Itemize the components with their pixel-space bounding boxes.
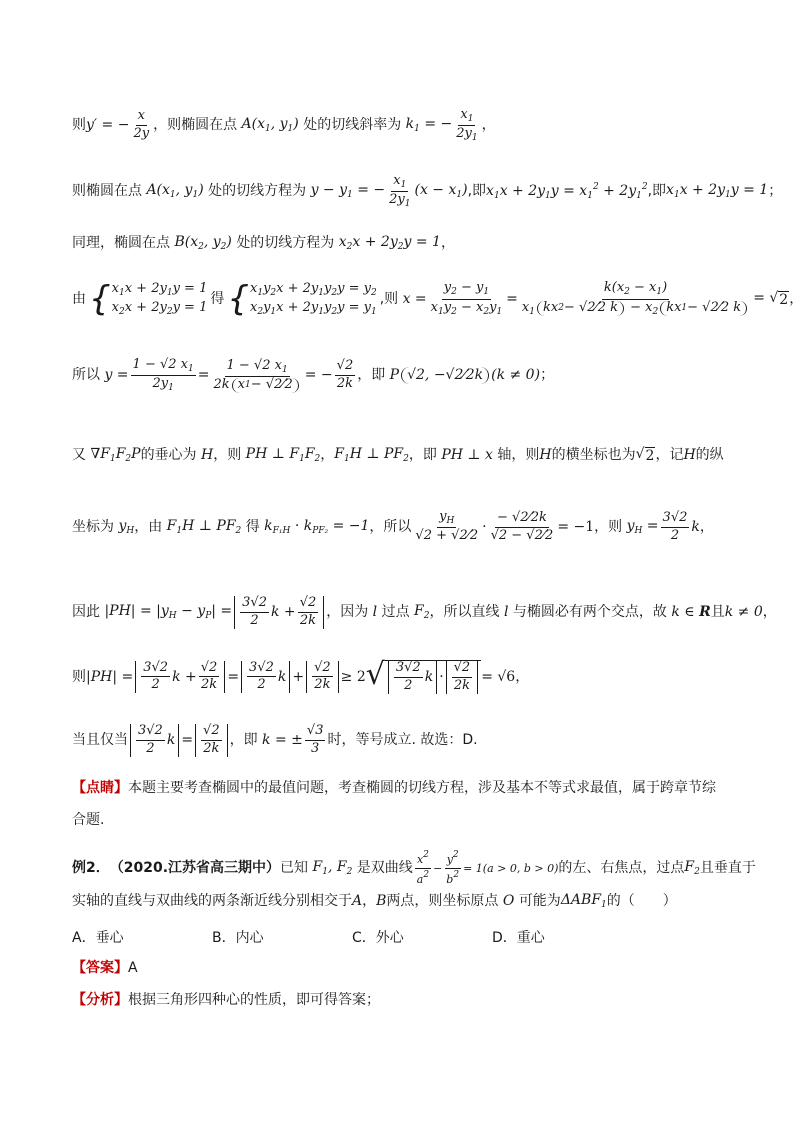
math: A — [352, 893, 363, 909]
fraction: $\frac{x_1}{2y_1}$ — [456, 107, 478, 144]
text: 由 — [72, 290, 86, 307]
math: $k_1$ = − — [401, 116, 453, 135]
line-4 — [72, 279, 803, 320]
line-8 — [72, 595, 777, 629]
text: 时，等号成立. 故选：D. — [327, 732, 478, 749]
absolute-value: $\frac{3√2}{2}$ k + $\frac{√2}{2k}$ — [135, 661, 225, 694]
math: $|PH| = |y_H - y_P|$ = — [100, 603, 233, 622]
text: 处的切线斜率为 — [303, 117, 402, 134]
line-7 — [72, 510, 734, 544]
text: ； — [768, 183, 783, 200]
options-line — [72, 930, 734, 947]
math: x = — [398, 290, 427, 307]
math: $\nabla F_1F_2P$ — [86, 446, 141, 464]
fraction: $\frac{x^2}{a^2}$ — [416, 850, 430, 886]
fraction: $\frac{3√2}{2}$ — [662, 509, 688, 543]
math: √ 2 — [635, 446, 655, 465]
fraction: $\frac{y_2 - y_1}{x_1y_2 - x_2y_1}$ — [430, 280, 503, 317]
math: $A(x_1$, $y_1$) — [142, 182, 209, 201]
math: $(x - x_1)$ — [414, 182, 468, 201]
math: = − — [304, 367, 333, 384]
option-c: C．外心 — [352, 930, 404, 946]
text: ,则 — [379, 290, 399, 307]
text: 轴，则 — [497, 447, 540, 463]
math: y′ = − — [86, 117, 130, 134]
text: 与椭圆必有两个交点，故 — [512, 604, 667, 621]
text: 的（ ） — [606, 893, 677, 909]
math: PH ⊥ $F_1F_2$ — [241, 446, 321, 464]
math: $F_2$ — [409, 603, 430, 622]
math: O — [498, 893, 519, 909]
fraction: $k(x_2 - x_1)$ $x_1$ kx 2 − √2⁄2 $k - x_2$ kx 1 − √2⁄2 k — [520, 281, 751, 317]
math: $\Delta ABF_1$ — [560, 892, 607, 910]
equation-system: { $x_1x + 2y_1y = 1$ $x_2x + 2y_2y = 1$ — [89, 279, 208, 320]
text: 坐标为 — [72, 518, 114, 535]
fraction: $\frac{x_1}{2y_1}$ — [389, 173, 411, 210]
math: $A(x_1$, $y_1$) — [237, 116, 304, 135]
math: − — [433, 861, 443, 875]
text: ，即 — [357, 367, 386, 384]
square-root: √ $\frac{3√2}{2}$ k · $\frac{√2}{2k}$ — [366, 660, 481, 694]
text: 则 — [72, 117, 86, 134]
math: + — [292, 668, 305, 685]
text: 的左、右焦点，过点 — [558, 859, 685, 876]
text: 则椭圆在点 — [72, 183, 142, 200]
math: = — [506, 290, 518, 307]
text: ，则椭圆在点 — [153, 117, 238, 134]
math: $F_1H$ ⊥ $PF_2$ — [162, 517, 242, 536]
line-2 — [72, 173, 783, 210]
fraction: $\frac{x}{2y}$ — [133, 108, 150, 142]
text: ，所以直线 — [429, 604, 500, 621]
math: H — [196, 447, 214, 463]
text: ,即 — [467, 183, 487, 200]
math: = — [181, 732, 194, 749]
text: 的纵 — [695, 447, 724, 463]
line-5 — [72, 358, 734, 394]
text: 得 — [245, 518, 260, 535]
math: $y - y_1$ = − — [306, 182, 386, 201]
math: $F_1$, $F_2$ — [308, 858, 353, 877]
text: 的横坐标也为 — [551, 447, 636, 463]
text: ，则 — [594, 518, 623, 535]
fraction: $\frac{1 - √2 x_1}{2y_1}$ — [132, 357, 194, 394]
text: ， — [440, 235, 455, 251]
math: $y_H$ = — [622, 517, 659, 536]
line-3 — [72, 234, 734, 253]
comment-tag: 【点睛】 — [72, 780, 128, 796]
text: 过点 — [381, 604, 410, 621]
math: H — [683, 447, 696, 463]
absolute-value: $\frac{√2}{2k}$ — [195, 724, 228, 757]
math: k — [691, 518, 700, 535]
text: 两点，则坐标原点 — [386, 893, 499, 909]
text: ， — [515, 668, 530, 685]
text: ，则 — [213, 447, 242, 463]
answer-line — [72, 960, 734, 977]
option-d: D．重心 — [492, 930, 545, 946]
fraction: $\frac{y_H}{√2 + √2⁄2}$ — [415, 509, 479, 544]
text: 已知 — [280, 859, 309, 876]
text: 因此 — [72, 604, 100, 621]
answer-tag: 【答案】 — [72, 960, 128, 976]
option-a: A．垂心 — [72, 930, 124, 946]
math: ≥ 2 — [340, 668, 366, 685]
equation-system: { $x_1y_2x + 2y_1y_2y = y_2$ $x_2y_1x + 2y_1y_2y = y_1$ — [227, 279, 377, 320]
math: $F_2$ — [684, 858, 700, 877]
analysis-text: 根据三角形四种心的性质，即可得答案； — [128, 992, 380, 1008]
text: ，即 — [408, 447, 437, 463]
fraction: $\frac{√3}{3}$ — [306, 723, 324, 756]
line-6 — [72, 446, 734, 465]
text: ， — [789, 290, 803, 307]
comment-line-2 — [72, 812, 734, 829]
math: l — [368, 604, 382, 621]
analysis-line — [72, 992, 734, 1009]
text: ， — [481, 117, 496, 134]
math: $x_1x + 2y_1y = x_1^2 + 2y_1^2$ — [486, 181, 648, 201]
text: ，即 — [229, 732, 258, 749]
comment-text: 本题主要考查椭圆中的最值问题，考查椭圆的切线方程，涉及基本不等式求最值，属于跨章节综 — [128, 780, 716, 796]
math: k ∈ R — [666, 604, 711, 621]
line-1 — [72, 108, 734, 144]
text: 当且仅当 — [72, 732, 128, 749]
text: 所以 — [72, 367, 100, 384]
text: ,即 — [647, 183, 667, 200]
math: $B(x_2$, $y_2$) — [170, 234, 237, 252]
text: ， — [320, 447, 335, 463]
math: = — [227, 668, 240, 685]
absolute-value: $\frac{3√2}{2}$ k + $\frac{√2}{2k}$ — [234, 596, 324, 629]
answer-value: A — [128, 960, 138, 976]
absolute-value: $\frac{3√2}{2}$ k — [241, 661, 290, 694]
text: ， — [362, 893, 377, 909]
math: $x_2x + 2y_2y = 1$ — [334, 234, 441, 252]
fraction: $\frac{- √2⁄2k}{√2 - √2⁄2}$ — [490, 509, 554, 543]
math: $x_1x + 2y_1y = 1$ — [666, 182, 769, 201]
math: B — [376, 893, 387, 909]
line-9 — [72, 657, 734, 694]
example-label: 例2． — [72, 859, 110, 876]
math: l — [499, 604, 513, 621]
math: PH ⊥ x — [436, 447, 498, 463]
text: 是双曲线 — [356, 859, 413, 876]
text: ，记 — [655, 447, 684, 463]
math: = −1 — [557, 518, 595, 535]
text: 则 — [72, 668, 86, 685]
math: $F_1H$ ⊥ $PF_2$ — [334, 446, 409, 464]
text: 且 — [710, 604, 725, 621]
math: $k_{F_1H} \cdot k_{PF_2} = -1$ — [259, 517, 370, 536]
math: = 1(a > 0, b > 0) — [463, 861, 559, 875]
fraction: $\frac{√2}{2k}$ — [336, 358, 354, 392]
example-line-2 — [72, 892, 734, 911]
example-line-1 — [72, 850, 756, 886]
text: 处的切线方程为 — [208, 183, 307, 200]
text: 可能为 — [518, 893, 561, 909]
math: P √2, −√2⁄2k (k ≠ 0) — [385, 367, 541, 384]
comment-text: 合题. — [72, 812, 105, 828]
fraction: 1 − √2 $x_1$ 2k x 1 − √2⁄2 — [211, 359, 302, 393]
math: H — [539, 447, 552, 463]
text: 的垂心为 — [140, 447, 197, 463]
math: |PH| = — [86, 668, 134, 685]
text: 处的切线方程为 — [236, 235, 335, 251]
math: k = ± — [257, 732, 303, 749]
example-source: （2020.江苏省高三期中） — [109, 859, 281, 876]
text: 又 — [72, 447, 86, 463]
absolute-value: $\frac{√2}{2k}$ — [306, 661, 339, 694]
text: ， — [699, 518, 714, 535]
math: k ≠ 0 — [724, 604, 763, 621]
text: ， — [762, 604, 777, 621]
text: 实轴的直线与双曲线的两条渐近线分别相交于 — [72, 893, 352, 909]
text: ，由 — [134, 518, 163, 535]
option-b: B．内心 — [212, 930, 264, 946]
math: = — [197, 367, 210, 384]
text: 且垂直于 — [699, 859, 756, 876]
fraction: $\frac{y^2}{b^2}$ — [446, 850, 460, 886]
text: 同理，椭圆在点 — [72, 235, 170, 251]
math: · — [482, 518, 487, 535]
text: 得 — [210, 290, 225, 307]
text: ，因为 — [326, 604, 369, 621]
math: = √6 — [481, 668, 516, 685]
absolute-value: $\frac{3√2}{2}$ k — [130, 724, 179, 757]
math: = √ 2 — [753, 290, 789, 309]
analysis-tag: 【分析】 — [72, 992, 128, 1008]
text: ； — [540, 367, 555, 384]
line-10 — [72, 724, 734, 757]
math: $y_H$ — [114, 517, 135, 536]
math: y = — [100, 367, 129, 384]
text: ，所以 — [369, 518, 412, 535]
comment-line-1 — [72, 780, 734, 797]
